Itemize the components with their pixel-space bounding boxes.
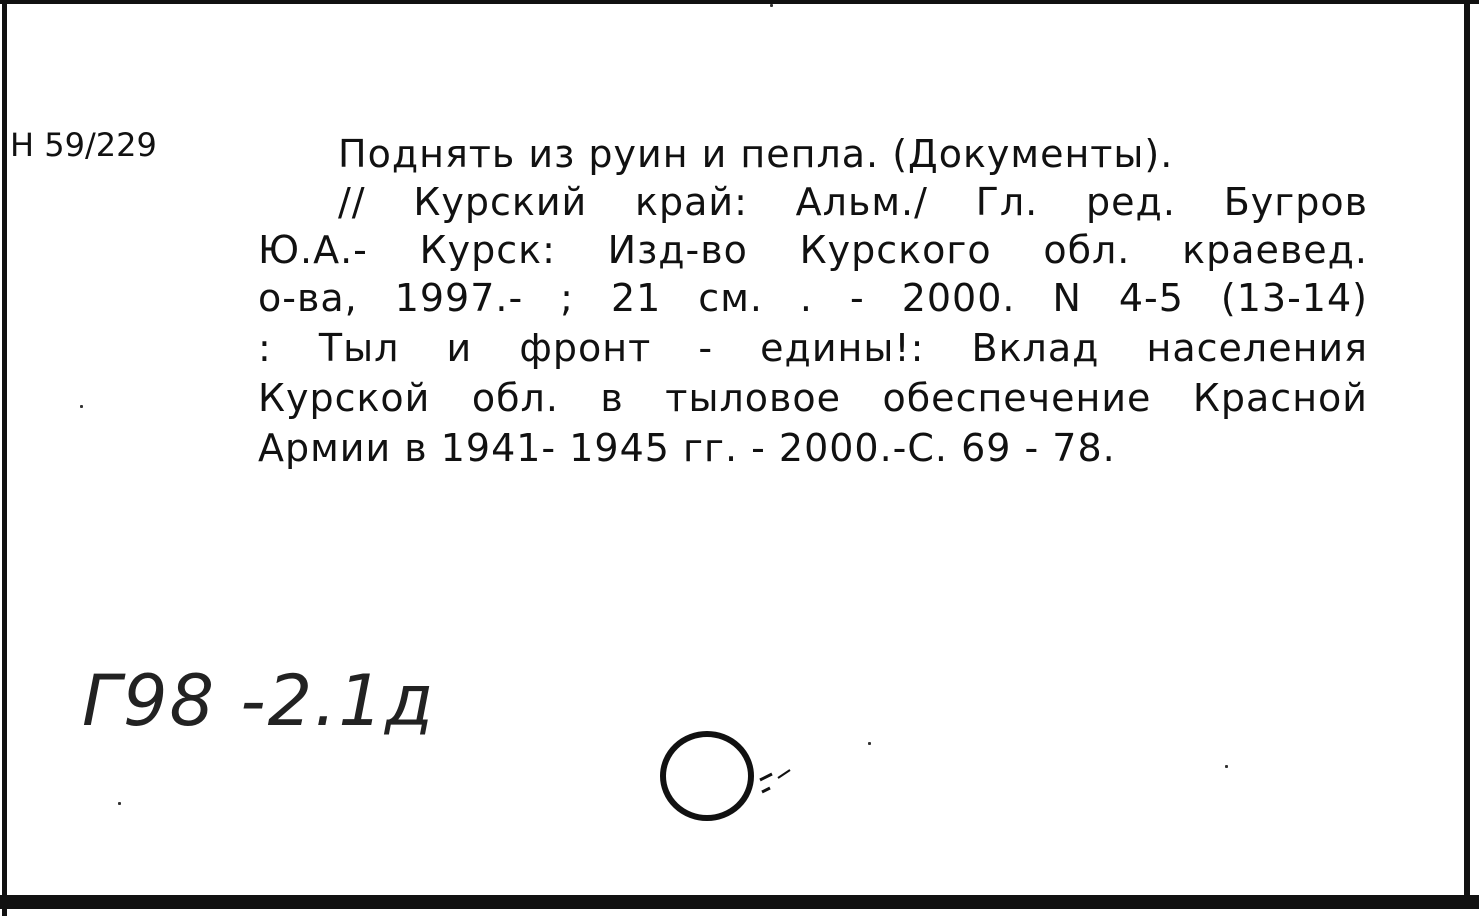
entry-title-line: Поднять из руин и пепла. (Документы). <box>338 132 1174 176</box>
shelfmark: Н 59/229 <box>10 126 157 164</box>
entry-line-7: Армии в 1941- 1945 гг. - 2000.-С. 69 - 78. <box>258 426 1116 470</box>
card-border-bottom <box>0 895 1479 909</box>
circle-stamp-icon <box>660 730 800 830</box>
scan-speck <box>80 405 83 408</box>
scan-speck <box>1225 765 1228 768</box>
handwritten-classification-code: Г98 -2.1д <box>82 660 436 742</box>
entry-line-2: // Курский край: Альм./ Гл. ред. Бугров <box>338 180 1368 224</box>
scan-speck <box>118 802 121 805</box>
card-border-left <box>2 0 7 916</box>
entry-line-5: : Тыл и фронт - едины!: Вклад населения <box>258 326 1368 370</box>
card-border-top <box>0 0 1479 4</box>
scan-speck <box>868 742 871 745</box>
scan-speck <box>770 4 773 7</box>
card-border-right <box>1464 0 1470 905</box>
entry-line-4: о-ва, 1997.- ; 21 см. . - 2000. N 4-5 (13-14) <box>258 276 1368 320</box>
entry-line-6: Курской обл. в тыловое обеспечение Красной <box>258 376 1368 420</box>
entry-line-3: Ю.А.- Курск: Изд-во Курского обл. краевед. <box>258 228 1368 272</box>
